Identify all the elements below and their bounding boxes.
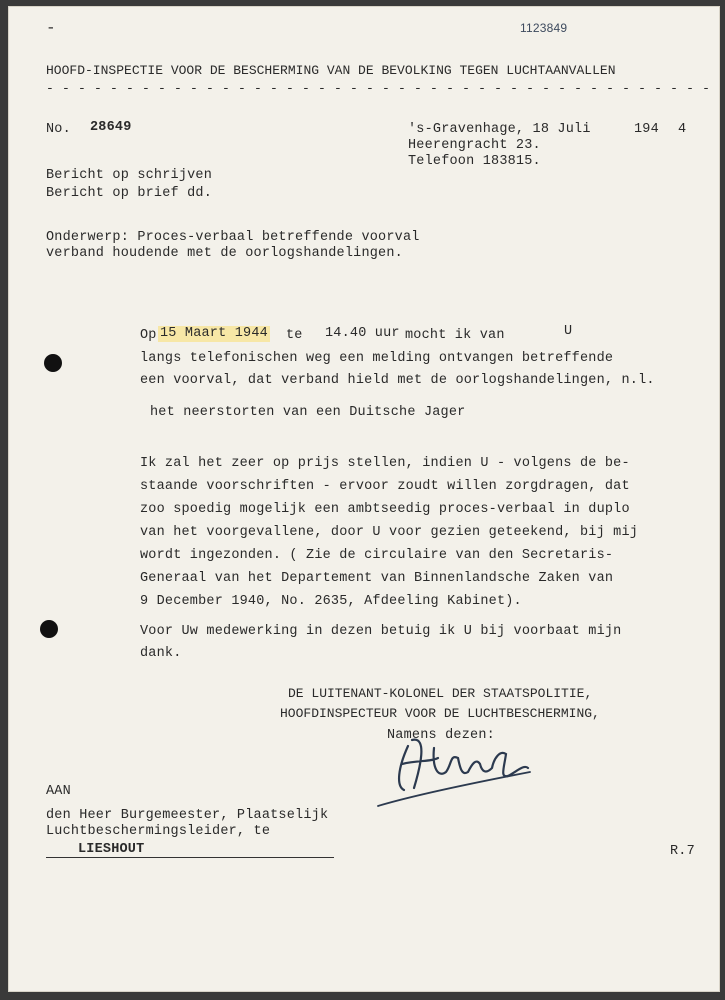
para2-line: Generaal van het Departement van Binnenlandsche Zaken van [140,571,614,586]
para2-line: 9 December 1940, No. 2635, Afdeeling Kabinet). [140,594,522,609]
body-te: te [286,328,303,343]
body-line-2: langs telefonischen weg een melding ontvangen betreffende [140,351,614,366]
archive-number: 1123849 [520,21,568,35]
punch-hole [40,620,58,638]
para3-line: Voor Uw medewerking in dezen betuig ik U bij voorbaat mijn [140,624,622,639]
phone: Telefoon 183815. [408,154,541,169]
address-underline [46,857,334,858]
header-rule: - - - - - - - - - - - - - - - - - - - - - - - - - - - - - - - - - - - - - - - - - - [46,81,711,96]
subject-line-2: verband houdende met de oorlogshandelingen. [46,246,403,261]
addressee-city: LIESHOUT [78,842,145,857]
addressee-line-2: Luchtbeschermingsleider, te [46,824,271,839]
body-mocht: mocht ik van [405,328,505,343]
body-date: 15 Maart 1944 [160,326,268,341]
on-behalf: Namens dezen: [387,728,495,743]
ref-brief: Bericht op brief dd. [46,186,213,201]
body-u: U [564,324,573,339]
form-code: R.7 [670,844,695,859]
body-op: Op [140,328,157,343]
signatory-title-2: HOOFDINSPECTEUR VOOR DE LUCHTBESCHERMING, [280,706,600,721]
para2-line: van het voorgevallene, door U voor gezien geteekend, bij mij [140,525,639,540]
para3-line: dank. [140,646,182,661]
header-dash-mark: - [46,19,56,37]
addressee-aan: AAN [46,784,71,799]
para2-line: Ik zal het zeer op prijs stellen, indien U - volgens de be- [140,456,630,471]
subject-line-1: Onderwerp: Proces-verbaal betreffende voorval [46,230,420,245]
address: Heerengracht 23. [408,138,541,153]
body-line-3: een voorval, dat verband hield met de oorlogshandelingen, n.l. [140,373,655,388]
para2-line: zoo spoedig mogelijk een ambtseedig proces-verbaal in duplo [140,502,630,517]
organisation-header: HOOFD-INSPECTIE VOOR DE BESCHERMING VAN DE BEVOLKING TEGEN LUCHTAANVALLEN [46,63,616,78]
handwritten-signature [368,728,538,808]
ref-letter: Bericht op schrijven [46,168,213,183]
reference-label: No. [46,122,71,137]
punch-hole [44,354,62,372]
year-prefix: 194 [634,122,659,137]
signatory-title-1: DE LUITENANT-KOLONEL DER STAATSPOLITIE, [288,686,593,701]
year-digit: 4 [678,122,687,137]
body-time: 14.40 uur [325,326,400,341]
event-description: het neerstorten van een Duitsche Jager [150,405,466,420]
addressee-line-1: den Heer Burgemeester, Plaatselijk [46,808,329,823]
para2-line: staande voorschriften - ervoor zoudt willen zorgdragen, dat [140,479,630,494]
reference-number: 28649 [90,120,132,135]
document-page [8,6,720,992]
para2-line: wordt ingezonden. ( Zie de circulaire van den Secretaris- [140,548,614,563]
city-date: 's-Gravenhage, 18 Juli [408,122,591,137]
